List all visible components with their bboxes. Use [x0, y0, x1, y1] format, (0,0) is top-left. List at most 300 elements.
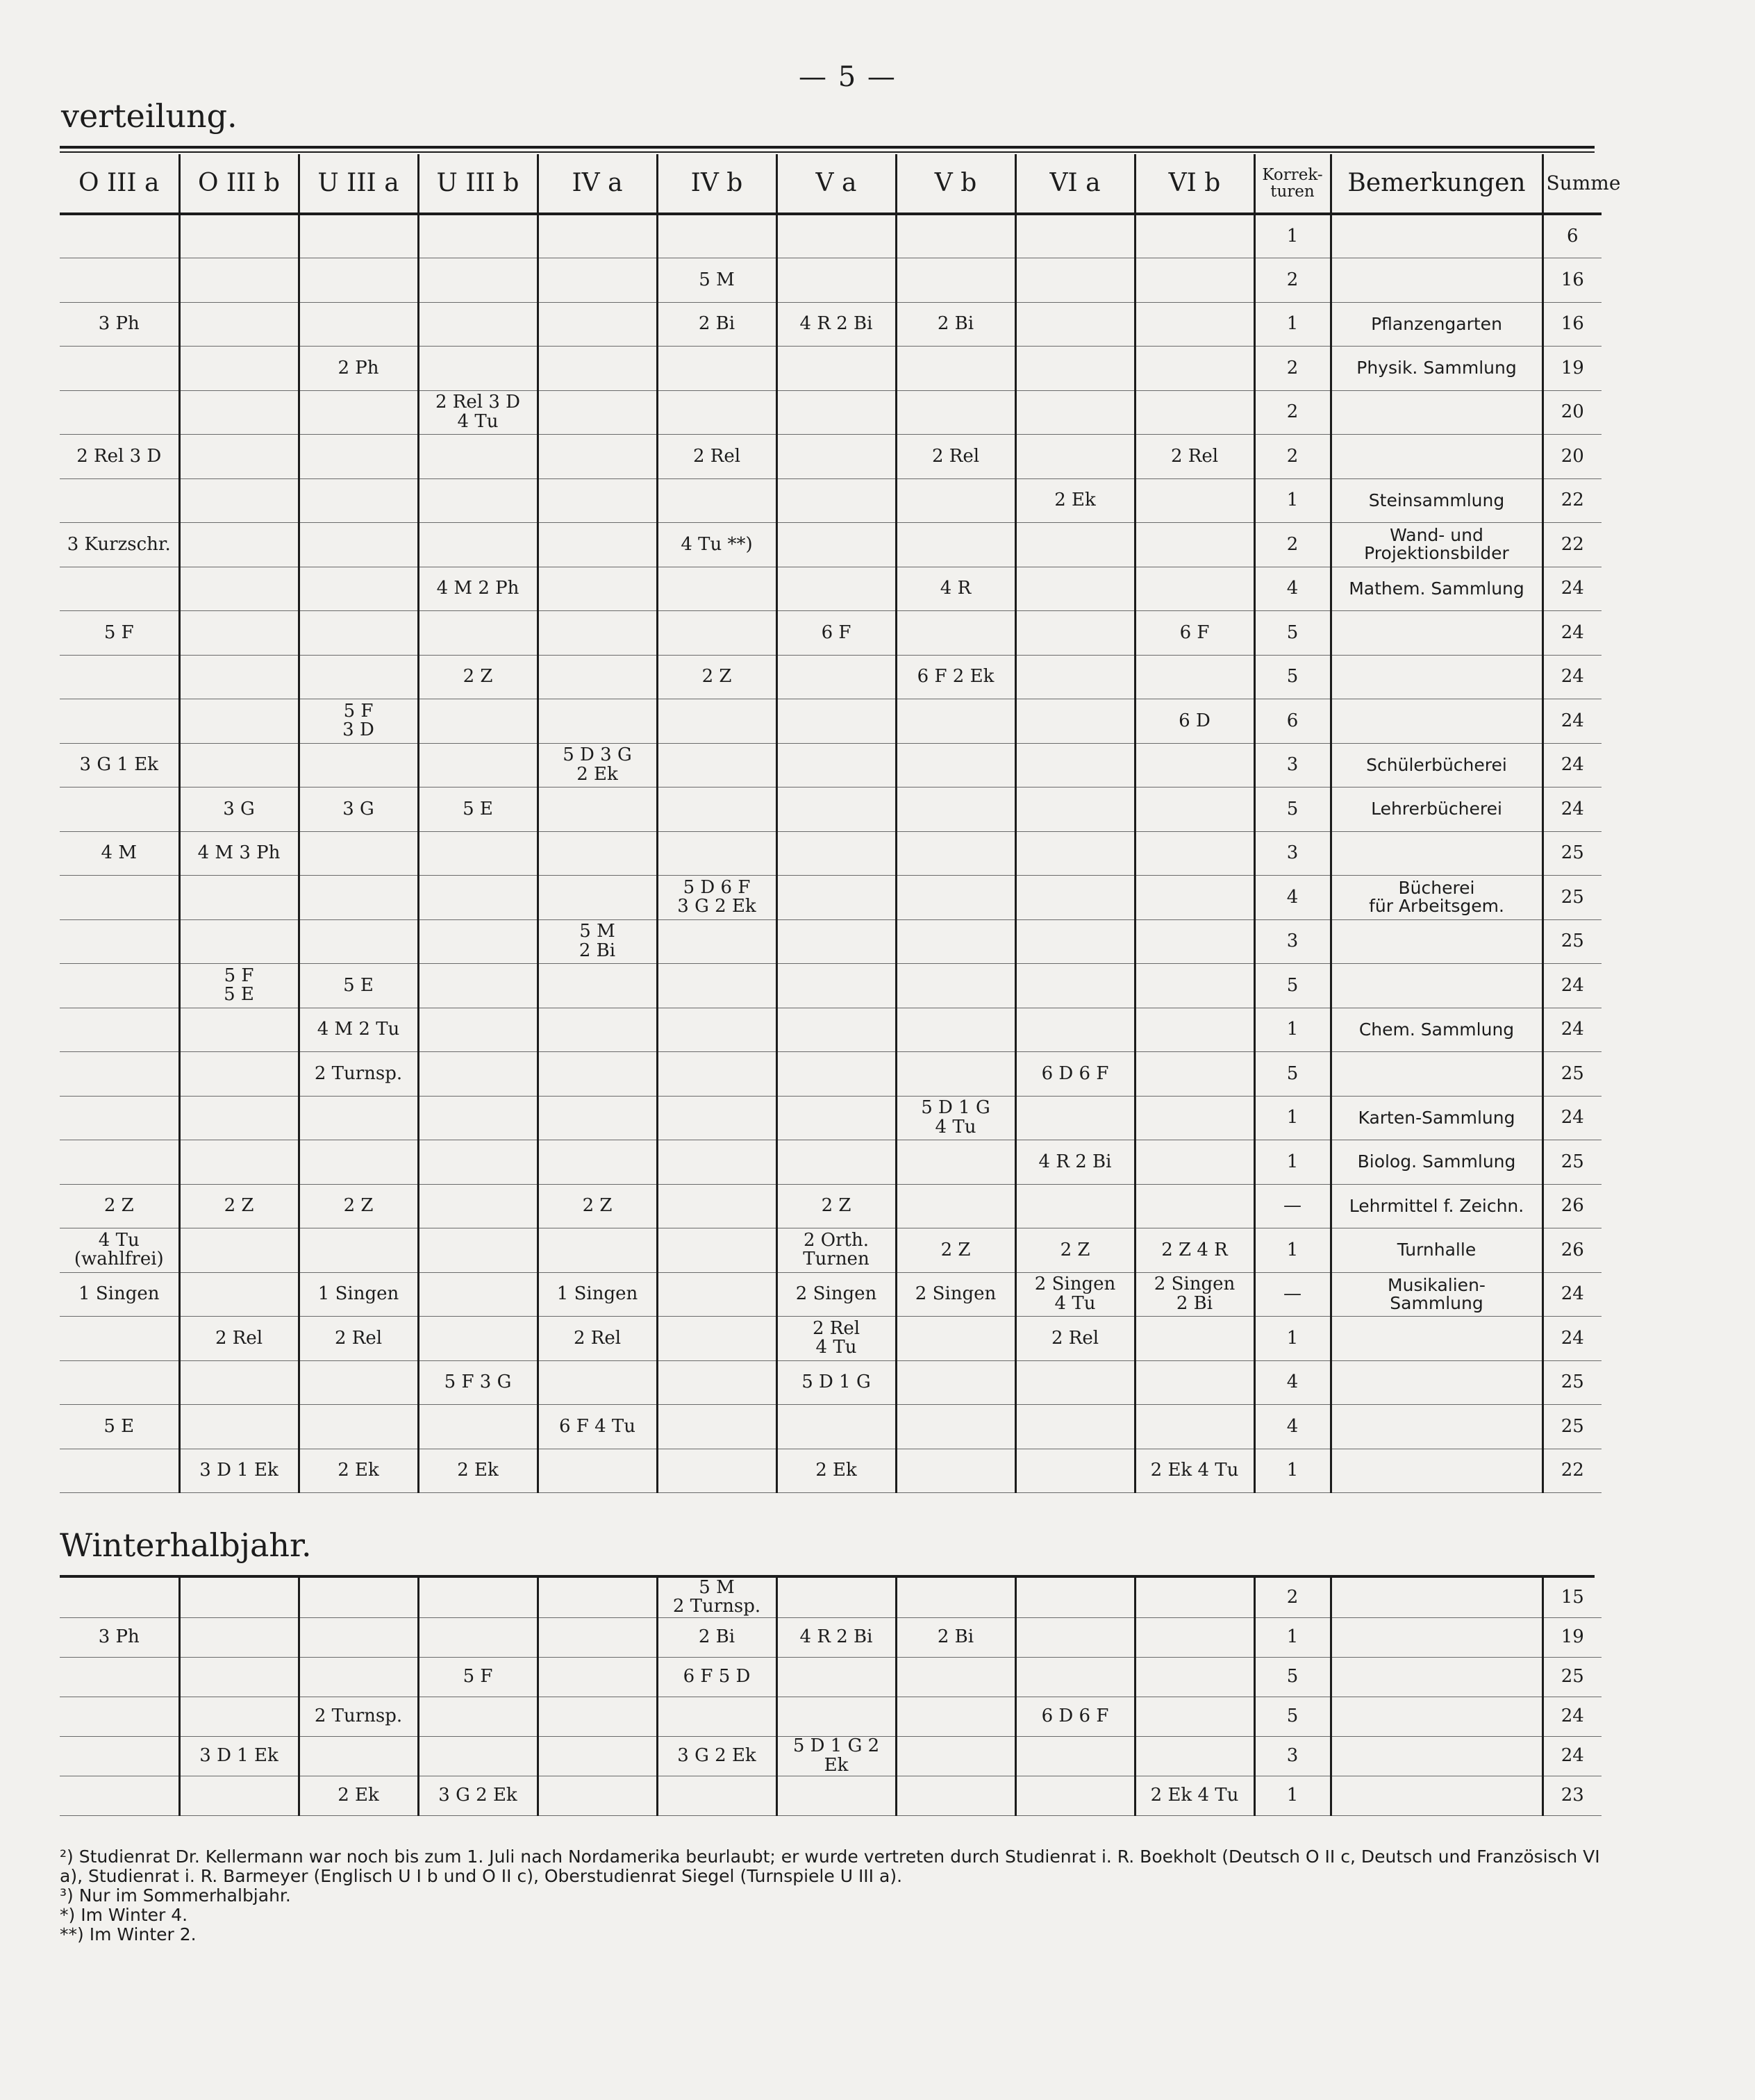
- table-cell: 2 Bi: [657, 1617, 776, 1657]
- table-cell: [418, 214, 538, 258]
- table-cell: [776, 919, 896, 964]
- table-cell: [657, 1317, 776, 1361]
- table-cell: [1331, 1405, 1542, 1449]
- table-cell: 5 E: [299, 964, 418, 1008]
- table-cell: [896, 1360, 1015, 1405]
- table-cell: 2 Rel 3 D: [60, 435, 179, 479]
- table-cell: 5: [1254, 1052, 1331, 1097]
- table-cell: [776, 1776, 896, 1815]
- table-cell: [776, 390, 896, 435]
- summer-table-body: [60, 214, 1602, 1493]
- table-cell: [299, 302, 418, 347]
- table-cell: [418, 1052, 538, 1097]
- table-cell: 25: [1542, 919, 1602, 964]
- table-cell: [657, 1405, 776, 1449]
- column-header: Korrek- turen: [1254, 154, 1331, 214]
- table-cell: [179, 1657, 299, 1697]
- table-cell: 5 F: [418, 1657, 538, 1697]
- table-cell: [299, 214, 418, 258]
- table-cell: [179, 567, 299, 611]
- table-cell: [776, 788, 896, 832]
- table-cell: 3 Ph: [60, 1617, 179, 1657]
- table-row: [60, 258, 1602, 303]
- table-cell: [60, 1317, 179, 1361]
- table-cell: [1135, 347, 1254, 391]
- column-header: O III b: [179, 154, 299, 214]
- table-cell: [1331, 699, 1542, 744]
- table-cell: [657, 1140, 776, 1185]
- table-cell: [1135, 390, 1254, 435]
- table-cell: [179, 347, 299, 391]
- table-cell: [657, 1360, 776, 1405]
- table-cell: 25: [1542, 831, 1602, 876]
- table-cell: [538, 214, 657, 258]
- table-cell: [538, 478, 657, 523]
- table-cell: 3: [1254, 831, 1331, 876]
- table-row: [60, 1578, 1602, 1617]
- table-cell: 5 F 3 G: [418, 1360, 538, 1405]
- table-cell: [299, 1228, 418, 1273]
- table-cell: 2 Ek 4 Tu: [1135, 1776, 1254, 1815]
- table-cell: [776, 1657, 896, 1697]
- table-cell: [1135, 831, 1254, 876]
- table-cell: [1015, 523, 1135, 567]
- table-cell: [776, 523, 896, 567]
- table-cell: [538, 611, 657, 656]
- table-cell: [538, 347, 657, 391]
- table-cell: 5 M 2 Bi: [538, 919, 657, 964]
- table-cell: Pflanzengarten: [1331, 302, 1542, 347]
- table-cell: [60, 1360, 179, 1405]
- table-cell: [776, 435, 896, 479]
- table-row: [60, 347, 1602, 391]
- table-cell: [1331, 214, 1542, 258]
- table-cell: [538, 1578, 657, 1617]
- column-header: VI a: [1015, 154, 1135, 214]
- table-cell: [1015, 964, 1135, 1008]
- table-cell: 4: [1254, 876, 1331, 920]
- table-cell: 19: [1542, 1617, 1602, 1657]
- table-cell: [657, 611, 776, 656]
- table-cell: 24: [1542, 1736, 1602, 1776]
- table-cell: [179, 1697, 299, 1736]
- table-cell: [1135, 655, 1254, 699]
- table-cell: 1: [1254, 1228, 1331, 1273]
- table-cell: [1015, 302, 1135, 347]
- table-cell: 1 Singen: [299, 1272, 418, 1317]
- table-cell: [1015, 788, 1135, 832]
- footnotes: [60, 1847, 1602, 1944]
- top-double-rule: [60, 146, 1595, 149]
- table-row: [60, 1052, 1602, 1097]
- table-cell: [896, 1697, 1015, 1736]
- table-cell: 6 D 6 F: [1015, 1052, 1135, 1097]
- table-cell: [60, 1657, 179, 1697]
- table-cell: [896, 258, 1015, 303]
- table-cell: 15: [1542, 1578, 1602, 1617]
- table-cell: 24: [1542, 1272, 1602, 1317]
- table-cell: [1331, 1578, 1542, 1617]
- table-cell: [179, 876, 299, 920]
- table-cell: [299, 390, 418, 435]
- table-cell: [418, 1272, 538, 1317]
- table-cell: 5 M 2 Turnsp.: [657, 1578, 776, 1617]
- table-cell: 2 Rel: [1015, 1317, 1135, 1361]
- table-cell: [896, 611, 1015, 656]
- table-cell: [418, 435, 538, 479]
- table-cell: [538, 435, 657, 479]
- table-cell: 6: [1254, 699, 1331, 744]
- table-cell: [1135, 1140, 1254, 1185]
- table-cell: [1015, 876, 1135, 920]
- table-cell: 4 M 3 Ph: [179, 831, 299, 876]
- table-cell: [299, 1405, 418, 1449]
- table-cell: Lehrmittel f. Zeichn.: [1331, 1184, 1542, 1228]
- table-cell: 2 Rel: [657, 435, 776, 479]
- table-cell: [1135, 1617, 1254, 1657]
- table-cell: [60, 567, 179, 611]
- table-cell: 2 Rel: [1135, 435, 1254, 479]
- table-cell: [538, 1360, 657, 1405]
- table-cell: 24: [1542, 788, 1602, 832]
- table-cell: 26: [1542, 1184, 1602, 1228]
- table-cell: 2 Ek 4 Tu: [1135, 1449, 1254, 1493]
- table-cell: [776, 1008, 896, 1052]
- table-cell: [1015, 1405, 1135, 1449]
- table-cell: [299, 1360, 418, 1405]
- table-cell: [418, 964, 538, 1008]
- table-row: [60, 1405, 1602, 1449]
- table-cell: [896, 1140, 1015, 1185]
- table-cell: 24: [1542, 655, 1602, 699]
- table-cell: 2 Z: [1015, 1228, 1135, 1273]
- table-cell: [657, 390, 776, 435]
- table-cell: 5 E: [60, 1405, 179, 1449]
- table-cell: [60, 1578, 179, 1617]
- table-cell: 24: [1542, 1317, 1602, 1361]
- table-cell: [1135, 523, 1254, 567]
- table-cell: [299, 1736, 418, 1776]
- table-cell: 2 Rel: [299, 1317, 418, 1361]
- table-cell: 2 Rel 4 Tu: [776, 1317, 896, 1361]
- table-cell: [776, 1140, 896, 1185]
- table-cell: 2 Rel: [896, 435, 1015, 479]
- table-cell: 1: [1254, 1449, 1331, 1493]
- table-cell: [1015, 1096, 1135, 1140]
- table-cell: [1331, 1697, 1542, 1736]
- table-row: [60, 1697, 1602, 1736]
- table-cell: [538, 1736, 657, 1776]
- heading-winterhalbjahr: Winterhalbjahr.: [60, 1526, 312, 1564]
- table-cell: [538, 258, 657, 303]
- table-cell: [657, 1096, 776, 1140]
- table-cell: Chem. Sammlung: [1331, 1008, 1542, 1052]
- table-cell: [299, 1096, 418, 1140]
- table-cell: [538, 302, 657, 347]
- table-cell: [1331, 1776, 1542, 1815]
- table-cell: [60, 1052, 179, 1097]
- table-cell: 5: [1254, 1697, 1331, 1736]
- table-cell: [657, 347, 776, 391]
- table-cell: 1: [1254, 1096, 1331, 1140]
- table-cell: [538, 699, 657, 744]
- table-cell: 5 D 3 G 2 Ek: [538, 743, 657, 788]
- table-cell: [418, 1617, 538, 1657]
- table-cell: 2 Bi: [896, 1617, 1015, 1657]
- table-cell: 5 D 1 G 2 Ek: [776, 1736, 896, 1776]
- table-cell: 24: [1542, 964, 1602, 1008]
- table-cell: 2 Rel: [538, 1317, 657, 1361]
- table-cell: [60, 390, 179, 435]
- table-cell: 5 M: [657, 258, 776, 303]
- table-cell: [179, 390, 299, 435]
- table-cell: [418, 1697, 538, 1736]
- table-cell: [1135, 214, 1254, 258]
- table-cell: [418, 1228, 538, 1273]
- table-cell: 4 Tu **): [657, 523, 776, 567]
- table-cell: [896, 1657, 1015, 1697]
- table-cell: 2 Singen: [896, 1272, 1015, 1317]
- table-cell: [896, 347, 1015, 391]
- table-cell: [1015, 435, 1135, 479]
- table-cell: [776, 1578, 896, 1617]
- table-cell: [1015, 743, 1135, 788]
- table-cell: [538, 1697, 657, 1736]
- table-cell: 4 M 2 Tu: [299, 1008, 418, 1052]
- table-row: [60, 1008, 1602, 1052]
- table-cell: [1331, 1736, 1542, 1776]
- column-header: V b: [896, 154, 1015, 214]
- table-cell: [60, 919, 179, 964]
- table-cell: [896, 831, 1015, 876]
- table-cell: 16: [1542, 258, 1602, 303]
- table-cell: [1331, 964, 1542, 1008]
- table-cell: 3 Ph: [60, 302, 179, 347]
- table-cell: 5 E: [418, 788, 538, 832]
- table-cell: 2: [1254, 1578, 1331, 1617]
- table-cell: [1135, 1184, 1254, 1228]
- table-cell: 19: [1542, 347, 1602, 391]
- table-cell: 2 Rel: [179, 1317, 299, 1361]
- table-cell: [1135, 743, 1254, 788]
- table-cell: 3 D 1 Ek: [179, 1736, 299, 1776]
- table-cell: [179, 1140, 299, 1185]
- table-cell: [657, 1008, 776, 1052]
- table-cell: [896, 743, 1015, 788]
- table-cell: [776, 699, 896, 744]
- table-cell: [1015, 1578, 1135, 1617]
- table-cell: 2 Z: [657, 655, 776, 699]
- table-cell: [538, 655, 657, 699]
- table-cell: [657, 567, 776, 611]
- table-cell: 6: [1542, 214, 1602, 258]
- table-cell: [538, 831, 657, 876]
- table-cell: [1015, 567, 1135, 611]
- table-cell: 2 Z: [776, 1184, 896, 1228]
- table-cell: [1331, 611, 1542, 656]
- table-cell: 2 Turnsp.: [299, 1697, 418, 1736]
- table-cell: [896, 699, 1015, 744]
- table-cell: [179, 435, 299, 479]
- table-cell: 2: [1254, 347, 1331, 391]
- table-cell: [60, 347, 179, 391]
- table-cell: 2 Ph: [299, 347, 418, 391]
- table-cell: [896, 1405, 1015, 1449]
- table-cell: 2 Z: [299, 1184, 418, 1228]
- table-cell: [299, 435, 418, 479]
- table-cell: 5 F: [60, 611, 179, 656]
- table-cell: [776, 258, 896, 303]
- table-cell: Biolog. Sammlung: [1331, 1140, 1542, 1185]
- table-cell: [299, 611, 418, 656]
- table-cell: [60, 655, 179, 699]
- table-cell: [418, 1405, 538, 1449]
- table-cell: [179, 743, 299, 788]
- table-cell: 22: [1542, 1449, 1602, 1493]
- table-cell: [896, 964, 1015, 1008]
- table-cell: 4 M: [60, 831, 179, 876]
- table-cell: [1015, 655, 1135, 699]
- table-cell: 3: [1254, 919, 1331, 964]
- table-cell: [657, 214, 776, 258]
- table-cell: [299, 523, 418, 567]
- table-cell: 2 Z: [896, 1228, 1015, 1273]
- table-cell: [418, 1184, 538, 1228]
- table-cell: 24: [1542, 699, 1602, 744]
- table-cell: [299, 1578, 418, 1617]
- table-cell: [179, 1405, 299, 1449]
- table-cell: [1331, 1449, 1542, 1493]
- table-cell: [418, 1578, 538, 1617]
- table-cell: [60, 788, 179, 832]
- heading-verteilung: verteilung.: [61, 97, 238, 135]
- table-cell: [418, 831, 538, 876]
- table-cell: [657, 1272, 776, 1317]
- table-cell: 3 G: [299, 788, 418, 832]
- column-header: U III b: [418, 154, 538, 214]
- table-cell: [60, 214, 179, 258]
- table-cell: 2 Rel 3 D 4 Tu: [418, 390, 538, 435]
- table-cell: —: [1254, 1184, 1331, 1228]
- table-cell: [657, 1052, 776, 1097]
- table-row: [60, 1096, 1602, 1140]
- table-cell: 2 Singen 2 Bi: [1135, 1272, 1254, 1317]
- table-row: [60, 919, 1602, 964]
- table-cell: 20: [1542, 390, 1602, 435]
- table-cell: [776, 1096, 896, 1140]
- table-cell: [179, 1776, 299, 1815]
- table-row: [60, 1736, 1602, 1776]
- table-cell: 3: [1254, 743, 1331, 788]
- table-cell: [418, 699, 538, 744]
- table-cell: [1135, 1697, 1254, 1736]
- table-cell: 2 Singen: [776, 1272, 896, 1317]
- table-cell: [60, 1736, 179, 1776]
- table-cell: 5: [1254, 788, 1331, 832]
- table-cell: [179, 1228, 299, 1273]
- table-cell: [776, 478, 896, 523]
- table-cell: [299, 1657, 418, 1697]
- table-cell: 6 F: [776, 611, 896, 656]
- winter-table-body: [60, 1578, 1602, 1815]
- table-cell: [538, 390, 657, 435]
- table-cell: [60, 876, 179, 920]
- table-cell: 2 Ek: [299, 1449, 418, 1493]
- table-cell: [1331, 1657, 1542, 1697]
- table-cell: [896, 478, 1015, 523]
- table-cell: 2 Bi: [657, 302, 776, 347]
- table-cell: 3 Kurzschr.: [60, 523, 179, 567]
- table-cell: [60, 1697, 179, 1736]
- table-row: [60, 1317, 1602, 1361]
- table-cell: [657, 919, 776, 964]
- table-cell: [896, 1317, 1015, 1361]
- column-header: VI b: [1135, 154, 1254, 214]
- table-cell: [299, 1617, 418, 1657]
- table-cell: [896, 1578, 1015, 1617]
- table-cell: 2 Turnsp.: [299, 1052, 418, 1097]
- table-cell: Musikalien- Sammlung: [1331, 1272, 1542, 1317]
- table-cell: [657, 743, 776, 788]
- table-cell: [418, 743, 538, 788]
- table-cell: 2 Z: [538, 1184, 657, 1228]
- table-cell: 1: [1254, 302, 1331, 347]
- table-cell: [1135, 1008, 1254, 1052]
- table-cell: [418, 258, 538, 303]
- table-cell: [60, 1449, 179, 1493]
- table-cell: 26: [1542, 1228, 1602, 1273]
- table-cell: [896, 1184, 1015, 1228]
- footnote: ³) Nur im Sommerhalbjahr.: [60, 1885, 291, 1906]
- table-cell: [299, 876, 418, 920]
- table-cell: [776, 214, 896, 258]
- table-cell: 2 Bi: [896, 302, 1015, 347]
- table-cell: [179, 611, 299, 656]
- table-cell: 5 F 5 E: [179, 964, 299, 1008]
- table-cell: 1: [1254, 1776, 1331, 1815]
- table-cell: [1135, 1052, 1254, 1097]
- table-cell: 5: [1254, 655, 1331, 699]
- table-cell: [896, 1008, 1015, 1052]
- table-row: [60, 1360, 1602, 1405]
- table-cell: [538, 876, 657, 920]
- table-cell: 3 G 2 Ek: [418, 1776, 538, 1815]
- table-cell: 23: [1542, 1776, 1602, 1815]
- table-cell: [1015, 1736, 1135, 1776]
- table-cell: [776, 567, 896, 611]
- table-cell: 4 R: [896, 567, 1015, 611]
- table-cell: 5: [1254, 964, 1331, 1008]
- table-cell: [1135, 1657, 1254, 1697]
- table-cell: 6 D 6 F: [1015, 1697, 1135, 1736]
- table-row: [60, 1140, 1602, 1185]
- table-cell: 1: [1254, 1617, 1331, 1657]
- table-row: [60, 699, 1602, 744]
- table-cell: [1135, 919, 1254, 964]
- table-cell: [657, 699, 776, 744]
- table-row: [60, 302, 1602, 347]
- table-cell: 6 F 2 Ek: [896, 655, 1015, 699]
- table-cell: 24: [1542, 1096, 1602, 1140]
- table-cell: [657, 831, 776, 876]
- table-cell: [657, 1697, 776, 1736]
- table-row: [60, 390, 1602, 435]
- table-cell: 24: [1542, 1697, 1602, 1736]
- table-cell: [538, 1776, 657, 1815]
- table-cell: [538, 1228, 657, 1273]
- table-cell: 2: [1254, 435, 1331, 479]
- table-cell: 2: [1254, 390, 1331, 435]
